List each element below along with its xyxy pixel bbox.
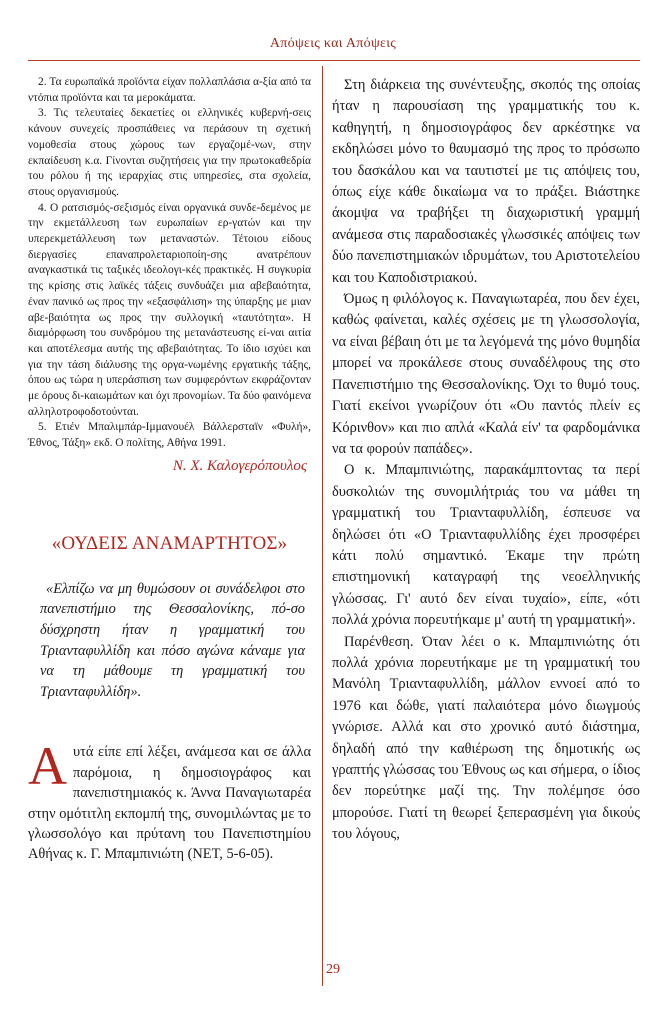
author-signature: Ν. Χ. Καλογερόπουλος <box>172 457 307 474</box>
footnotes <box>28 75 311 452</box>
article-paragraph: Παρένθεση. Όταν λέει ο κ. Μπαμπινιώτης ότι πολλά χρόνια πορευτήκαμε με τη γραμματική του Μανόλη Τριανταφυλλίδη, μάλλον εννοεί από το 1976 και δώθε, γιατί παλαιότερα μόνο διωγμούς γνώρισε. Αλλά και στο χρονικό αυτό διάστημα, δηλαδή από την καθιέρωση της δημοτικής ως γραπτής γλώσσας του Έθνους ως και σήμερα, ο ίδιος δεν πορεύτηκε μαζί της. Την πολέμησε όσο μπορούσε. Γιατί τη θεωρεί ξεπερασμένη για δικούς του λόγους, <box>332 633 640 843</box>
article-paragraph: Όμως η φιλόλογος κ. Παναγιωταρέα, που δεν έχει, καθώς φαίνεται, καλές σχέσεις με τη γλωσσολογία, να είναι βέβαιη ότι με τα λεγόμενά της μόνο θυμηδία μπορεί να προκάλεσε στους συναδέλφους της στο Πανεπιστήμιο της Θεσσαλονίκης. Όχι το θυμό τους. Γιατί εκείνοι γνωρίζουν ότι «Ου παντός πλείν ες Κόρινθον» και πιο απλά «Καλά είν' τα φαρδομάνικα να τα φορούν παπάδες». <box>332 291 640 457</box>
article-lead-quote: «Ελπίζω να μη θυμώσουν οι συνάδελφοι στο πανεπιστήμιο της Θεσσαλονίκης, πό-σο δύσχρηστη ήταν η γραμματική του Τριανταφυλλίδη και πόσο αγώνα κάναμε για να τη μάθουμε τη γραμματική του Τριανταφυλλίδη». <box>40 580 305 700</box>
page-number: 29 <box>326 962 340 977</box>
header-rule <box>28 60 640 61</box>
right-column <box>332 75 640 846</box>
footnote-3: 3. Τις τελευταίες δεκαετίες οι ελληνικές κυβερνή-σεις κάνουν συνεχείς προσπάθειες να περάσουν τη σχετική νομοθεσία στους χώρους των εργαζομέ-νων, στην εκπαίδευση κ.α. Γίνονται συζητήσεις για την πρωτοκαθεδρία του ρόλου ή της ιεραρχίας στις υπηρεσίες, στα σχολεία, στους οργανισμούς. <box>28 107 311 198</box>
footnote-4: 4. Ο ρατσισμός-σεξισμός είναι οργανικά συνδε-δεμένος με την εκμετάλλευση των ευρωπαίων ερ-γατών και την υπερεκμετάλλευση των μεταναστών. Τέτοιου είδους διεργασίες επαναπρολεταριοποίη-σης ανατρέπουν αναγκαστικά τις ταξικές ιδεολογι-κές πρακτικές. Η συγκυρία της κρίσης στις λαϊκές τάξεις συνδυάζει μια αβεβαιότητα, έναν πανικό ως προς την «εξασφάλιση» της ύπαρξης με μιαν αβε-βαιότητα ως προς την συλλογική «ταυτότητα». Η διαμόρφωση του συνδρόμου της μετανάστευσης εί-ναι αιτία και αποτέλεσμα αυτής της αβεβαιότητας. Το ίδιο ισχύει και για την τάση διάλυσης της οργα-νωμένης εργατικής τάξης, όπου ως τώρα η υπεράσπιση των συμφερόντων εκφράζονταν με όρους δι-καιωμάτων και όχι προνομίων. Τα δύο φαινόμενα αλληλοτροφοδοτούνται. <box>28 201 311 418</box>
footnote-2: 2. Τα ευρωπαϊκά προϊόντα είχαν πολλαπλάσια α-ξία από τα ντόπια προϊόντα και τα μεροκάματα. <box>28 76 311 104</box>
left-column <box>28 75 311 865</box>
article-first-paragraph <box>28 736 311 864</box>
first-paragraph-text: υτά είπε επί λέξει, ανάμεσα και σε άλλα παρόμοια, η δημοσιογράφος και πανεπιστημιακός κ. Άννα Παναγιωταρέα στην ομότιτλη εκπομπή της, συνομιλώντας με το γλωσσολόγο και πρύτανη του Πανεπιστημίου Αθήνας κ. Γ. Μπαμπινιώτη (ΝΕΤ, 5-6-05). <box>28 744 311 863</box>
article-title: «ΟΥΔΕΙΣ ΑΝΑΜΑΡΤΗΤΟΣ» <box>51 532 288 554</box>
article-paragraph: Ο κ. Μπαμπινιώτης, παρακάμπτοντας τα περί δυσκολιών της συνομιλήτριάς του να μάθει τη γραμματική του Τριανταφυλλίδη, έσπευσε να δηλώσει ότι «Ο Τριανταφυλλίδης έχει προσφέρει κάτι πολύ σημαντικό. Έκαμε την πρώτη επιστημονική καταγραφή της νεοελληνικής γλώσσας. Γι' αυτό δεν είναι τυχαίο», είπε, «ότι πολλά χρόνια πορευτήκαμε μ' αυτή τη γραμματική». <box>332 462 640 629</box>
footnote-5: 5. Ετιέν Μπαλιμπάρ-Ιμμανουέλ Βάλλερσταϊν «Φυλή», Έθνος, Τάξη» εκδ. Ο πολίτης, Αθήνα 1991. <box>28 421 311 450</box>
article-paragraph: Στη διάρκεια της συνέντευξης, σκοπός της οποίας ήταν η παρουσίαση της γραμματικής του κ. καθηγητή, η δημοσιογράφος δεν αρκέστηκε να εκδηλώσει μόνο το θαυμασμό της προς το πρόσωπο του δασκάλου και να ταυτιστεί με τις απόψεις του, όπως είχε κάθε δικαίωμα να το πράξει. Βιάστηκε άκομψα να τραβήξει τη διαχωριστική γραμμή ανάμεσα στις παραδοσιακές γλωσσικές απόψεις των δύο πανεπιστημιακών ιδρυμάτων, του Αριστοτελείου και του Καποδιστριακού. <box>332 77 640 286</box>
running-header: Απόψεις και Απόψεις <box>269 36 397 51</box>
drop-cap: Α <box>28 736 67 797</box>
column-divider <box>322 66 323 986</box>
